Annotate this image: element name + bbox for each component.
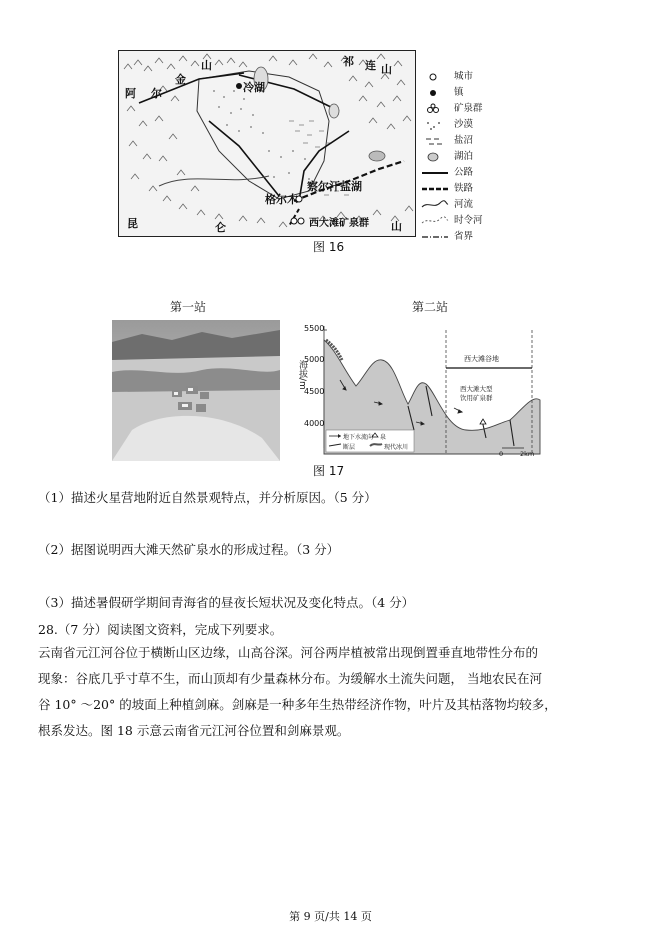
paragraph-line-2: 现象：谷底几乎寸草不生，而山顶却有少量森林分布。为缓解水土流失问题， 当地农民在河: [38, 671, 542, 686]
legend-seasonal-river: 时令河: [420, 214, 510, 228]
map-label-kun: 昆: [127, 217, 138, 230]
mars-camp-photo: [112, 320, 280, 461]
town-icon: [420, 87, 450, 99]
legend-glacier: 现代冰川: [384, 444, 409, 451]
question-3: （3）描述暑假研学期间青海省的昼夜长短状况及变化特点。（4 分）: [38, 595, 415, 610]
legend-salt-marsh: 盐沼: [420, 134, 510, 148]
map-label-geermu: 格尔木: [265, 193, 298, 206]
ytick-5000: 5000: [304, 355, 325, 364]
station-2-profile: [296, 320, 548, 461]
salt-marsh-icon: [420, 135, 450, 147]
paragraph-line-1: 云南省元江河谷位于横断山区边缘，山高谷深。河谷两岸植被常出现倒置垂直地带性分布的: [38, 645, 539, 660]
scale-2km: 2km: [520, 450, 535, 458]
figure17-caption: 图 17: [313, 464, 345, 478]
map-label-xidatan: 西大滩矿泉群: [309, 218, 369, 229]
map-label-a: 阿: [125, 87, 136, 100]
map-label-jin: 金: [175, 73, 186, 86]
paragraph-line-4: 根系发达。图 18 示意云南省元江河谷位置和剑麻景观。: [38, 723, 350, 738]
map-label-lian: 连: [365, 59, 376, 72]
paragraph-line-3: 谷 10° ～20° 的坡面上种植剑麻。剑麻是一种多年生热带经济作物，叶片及其枯落物均较多，: [38, 697, 557, 712]
figure16-caption: 图 16: [313, 240, 345, 254]
spring-label-line1: 西大滩大型: [460, 385, 493, 393]
legend-river: 河流: [420, 198, 510, 212]
map-label-er: 尔: [151, 87, 162, 100]
question-1: （1）描述火星营地附近自然景观特点，并分析原因。（5 分）: [38, 490, 377, 505]
legend-provincial-boundary: 省界: [420, 230, 510, 244]
map-label-lenghu: 冷湖: [243, 81, 265, 94]
map-label-shan-1: 山: [201, 59, 212, 72]
boundary-icon: [420, 231, 450, 243]
city-icon: [420, 71, 450, 83]
question-28-heading: 28.（7 分）阅读图文资料，完成下列要求。: [38, 622, 283, 637]
legend-lake: 湖泊: [420, 150, 510, 164]
map-label-shan-2: 山: [381, 63, 392, 76]
ytick-4500: 4500: [304, 387, 325, 396]
railway-icon: [420, 183, 450, 195]
map-label-chaerhan: 察尔汗盐湖: [307, 180, 362, 193]
ytick-4000: 4000: [304, 419, 325, 428]
page-footer: 第 9 页/共 14 页: [289, 910, 372, 923]
station-2-label: 第二站: [412, 300, 449, 314]
map-label-lun: 仑: [215, 221, 226, 234]
scale-0: 0: [499, 450, 504, 458]
legend-spring-group: 矿泉群: [420, 102, 510, 116]
legend-town: 镇: [420, 86, 510, 100]
profile-drawing: [296, 320, 548, 461]
lake-icon: [420, 151, 450, 163]
profile-ylabel: 海拔/m: [297, 360, 307, 390]
legend-railway: 铁路: [420, 182, 510, 196]
river-icon: [420, 199, 450, 211]
figure16-map: [118, 50, 416, 237]
seasonal-river-icon: [420, 215, 450, 227]
desert-icon: [420, 119, 450, 131]
legend-fault: 断层: [343, 444, 356, 451]
station-1-label: 第一站: [170, 300, 207, 314]
legend-road: 公路: [420, 166, 510, 180]
spring-group-icon: [420, 103, 450, 115]
map-label-shan-3: 山: [391, 220, 402, 233]
desert-dots: [213, 90, 310, 180]
map-drawing: [119, 51, 415, 236]
road-icon: [420, 167, 450, 179]
photo-drawing: [112, 320, 280, 461]
legend-spring: 泉: [380, 434, 387, 441]
spring-label-line2: 饮用矿泉群: [460, 394, 493, 402]
ytick-5500: 5500: [304, 324, 325, 333]
valley-label: 西大滩谷地: [464, 355, 499, 363]
legend-desert: 沙漠: [420, 118, 510, 132]
question-28-paragraph: [38, 640, 628, 744]
legend-groundwater: 地下水流向: [343, 434, 374, 441]
question-2: （2）据图说明西大滩天然矿泉水的形成过程。（3 分）: [38, 542, 340, 557]
legend-city: 城市: [420, 70, 510, 84]
map-label-qi: 祁: [343, 55, 354, 68]
